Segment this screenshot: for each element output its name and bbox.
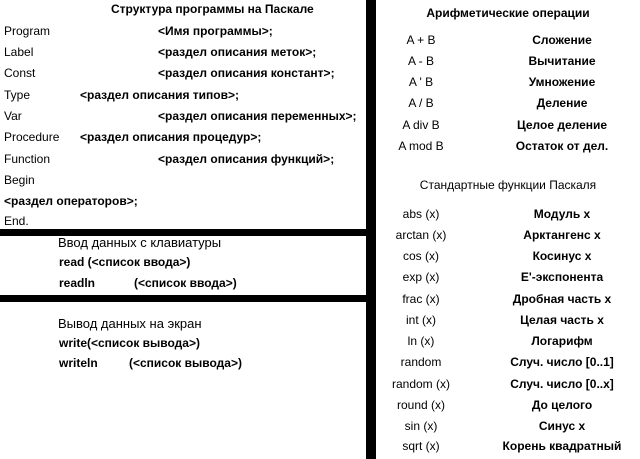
func-row <box>376 355 640 375</box>
func-sig: ln (x) <box>407 334 435 348</box>
func-sig: frac (x) <box>402 292 440 306</box>
arith-op: A + B <box>406 33 436 47</box>
horizontal-divider-2 <box>0 295 366 302</box>
arith-op: A div B <box>402 118 440 132</box>
desc-var: <раздел описания переменных>; <box>158 109 357 123</box>
func-row <box>376 228 640 248</box>
arith-op: A / B <box>408 96 434 110</box>
desc-procedure: <раздел описания процедур>; <box>80 130 262 144</box>
func-sig: cos (x) <box>403 249 439 263</box>
arith-name: Деление <box>536 96 588 110</box>
desc-type: <раздел описания типов>; <box>80 88 239 102</box>
arith-name: Целое деление <box>516 118 608 132</box>
func-row <box>376 207 640 227</box>
func-row <box>376 292 640 312</box>
func-sig: arctan (x) <box>395 228 447 242</box>
output-section-title: Вывод данных на экран <box>58 316 202 331</box>
func-sig: abs (x) <box>402 207 440 221</box>
arith-row <box>376 96 640 116</box>
arith-op: A mod B <box>398 139 444 153</box>
func-row <box>376 334 640 354</box>
func-name: Дробная часть x <box>512 292 612 306</box>
func-sig: round (x) <box>396 398 446 412</box>
arith-row <box>376 33 640 53</box>
vertical-divider <box>366 0 376 459</box>
arith-title: Арифметические операции <box>426 6 590 20</box>
func-sig: int (x) <box>406 313 436 327</box>
kw-var: Var <box>4 109 22 123</box>
func-sig: sin (x) <box>404 419 438 433</box>
arith-row <box>376 118 640 138</box>
func-sig: sqrt (x) <box>402 439 440 453</box>
input-readln-arg: (<список ввода>) <box>134 276 237 290</box>
func-row <box>376 419 640 439</box>
desc-label: <раздел описания меток>; <box>158 45 317 59</box>
arith-row <box>376 54 640 74</box>
kw-const: Const <box>4 66 36 80</box>
input-readln-kw: readln <box>59 276 96 290</box>
func-name: Целая часть x <box>520 313 604 327</box>
arith-op: A - B <box>407 54 434 68</box>
kw-type: Type <box>4 88 31 102</box>
program-structure-title: Структура программы на Паскале <box>111 2 314 16</box>
func-name: Арктангенс x <box>523 228 601 242</box>
func-row <box>376 313 640 333</box>
output-writeln-kw: writeln <box>59 356 98 370</box>
kw-begin: Begin <box>4 173 35 187</box>
func-sig: random (x) <box>391 377 450 391</box>
arith-name: Вычитание <box>528 54 596 68</box>
input-section-title: Ввод данных с клавиатуры <box>58 235 222 250</box>
func-name: E'-экспонента <box>520 270 604 284</box>
arith-name: Умножение <box>528 75 596 89</box>
func-name: Корень квадратный <box>502 439 622 453</box>
func-name: Логарифм <box>531 334 593 348</box>
func-name: Косинус x <box>532 249 592 263</box>
desc-program: <Имя программы>; <box>158 24 273 38</box>
arith-op: A ' B <box>408 75 434 89</box>
kw-label: Label <box>4 45 34 59</box>
func-sig: random <box>400 355 442 369</box>
arith-row <box>376 75 640 95</box>
func-sig: exp (x) <box>402 270 440 284</box>
func-row <box>376 249 640 269</box>
kw-program: Program <box>4 24 51 38</box>
kw-end: End. <box>4 214 29 228</box>
func-row <box>376 377 640 397</box>
operators-section: <раздел операторов>; <box>4 194 138 208</box>
output-writeln-arg: (<список вывода>) <box>129 356 242 370</box>
kw-procedure: Procedure <box>4 130 60 144</box>
arith-name: Сложение <box>532 33 592 47</box>
funcs-title: Стандартные функции Паскаля <box>419 178 597 192</box>
func-row <box>376 398 640 418</box>
func-name: До целого <box>531 398 593 412</box>
kw-function: Function <box>4 152 51 166</box>
func-name: Случ. число [0..x] <box>510 377 614 391</box>
func-row <box>376 439 640 459</box>
func-name: Синус x <box>538 419 586 433</box>
desc-function: <раздел описания функций>; <box>158 152 335 166</box>
input-read-line: read (<список ввода>) <box>59 255 191 269</box>
func-name: Модуль x <box>533 207 591 221</box>
func-name: Случ. число [0..1] <box>510 355 614 369</box>
desc-const: <раздел описания констант>; <box>158 66 335 80</box>
output-write-line: write(<список вывода>) <box>59 336 200 350</box>
func-row <box>376 270 640 290</box>
arith-name: Остаток от дел. <box>515 139 609 153</box>
arith-row <box>376 139 640 159</box>
